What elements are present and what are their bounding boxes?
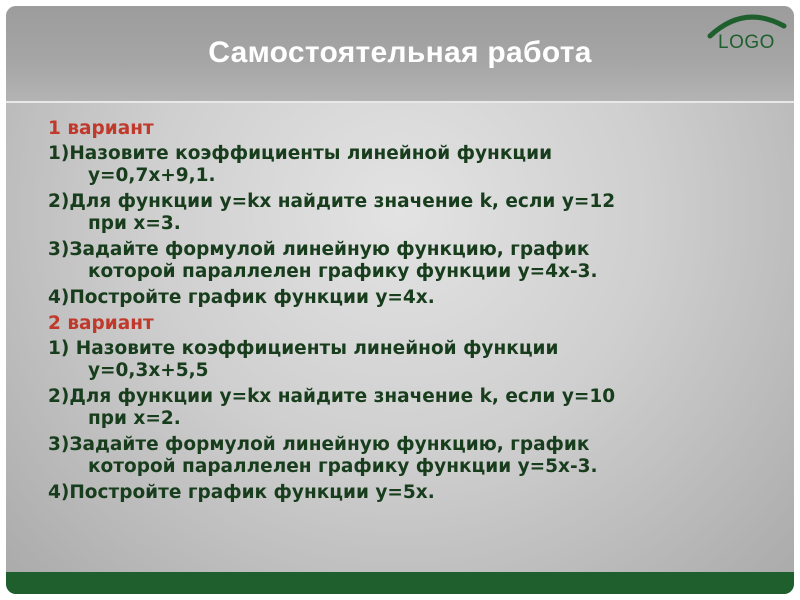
header-divider — [6, 101, 794, 103]
logo-text: LOGO — [718, 32, 775, 53]
task-line: 1) Назовите коэффициенты линейной функции — [48, 338, 559, 359]
variant-1-task-2 — [48, 191, 768, 235]
task-line: 4)Постройте график функции у=4х. — [48, 287, 435, 308]
variant-2-task-2 — [48, 386, 768, 430]
variant-1-heading: 1 вариант — [48, 118, 154, 139]
variant-1-task-4 — [48, 287, 768, 309]
task-line-continued: у=0,7х+9,1. — [88, 165, 216, 186]
variant-2-heading: 2 вариант — [48, 313, 154, 334]
task-line: 3)Задайте формулой линейную функцию, график — [48, 434, 590, 455]
variant-1-task-1 — [48, 143, 768, 187]
task-line-continued: которой параллелен графику функции у=5х-3. — [88, 456, 598, 477]
variant-2-task-1 — [48, 338, 768, 382]
task-line-continued: у=0,3х+5,5 — [88, 360, 209, 381]
slide — [6, 6, 794, 594]
task-line: 3)Задайте формулой линейную функцию, график — [48, 239, 590, 260]
task-line: 2)Для функции у=kх найдите значение k, если у=10 — [48, 386, 616, 407]
logo — [704, 10, 788, 58]
slide-title: Самостоятельная работа — [208, 36, 592, 69]
variant-1-task-3 — [48, 239, 768, 283]
variant-2-task-4 — [48, 482, 768, 504]
task-line: 2)Для функции у=kх найдите значение k, если у=12 — [48, 191, 616, 212]
task-line-continued: при х=3. — [88, 213, 181, 234]
footer-band — [6, 572, 794, 594]
task-line-continued: которой параллелен графику функции у=4х-3. — [88, 261, 598, 282]
task-line: 1)Назовите коэффициенты линейной функции — [48, 143, 553, 164]
task-content — [48, 118, 768, 508]
variant-2-task-3 — [48, 434, 768, 478]
task-line-continued: при х=2. — [88, 408, 181, 429]
task-line: 4)Постройте график функции у=5х. — [48, 482, 435, 503]
